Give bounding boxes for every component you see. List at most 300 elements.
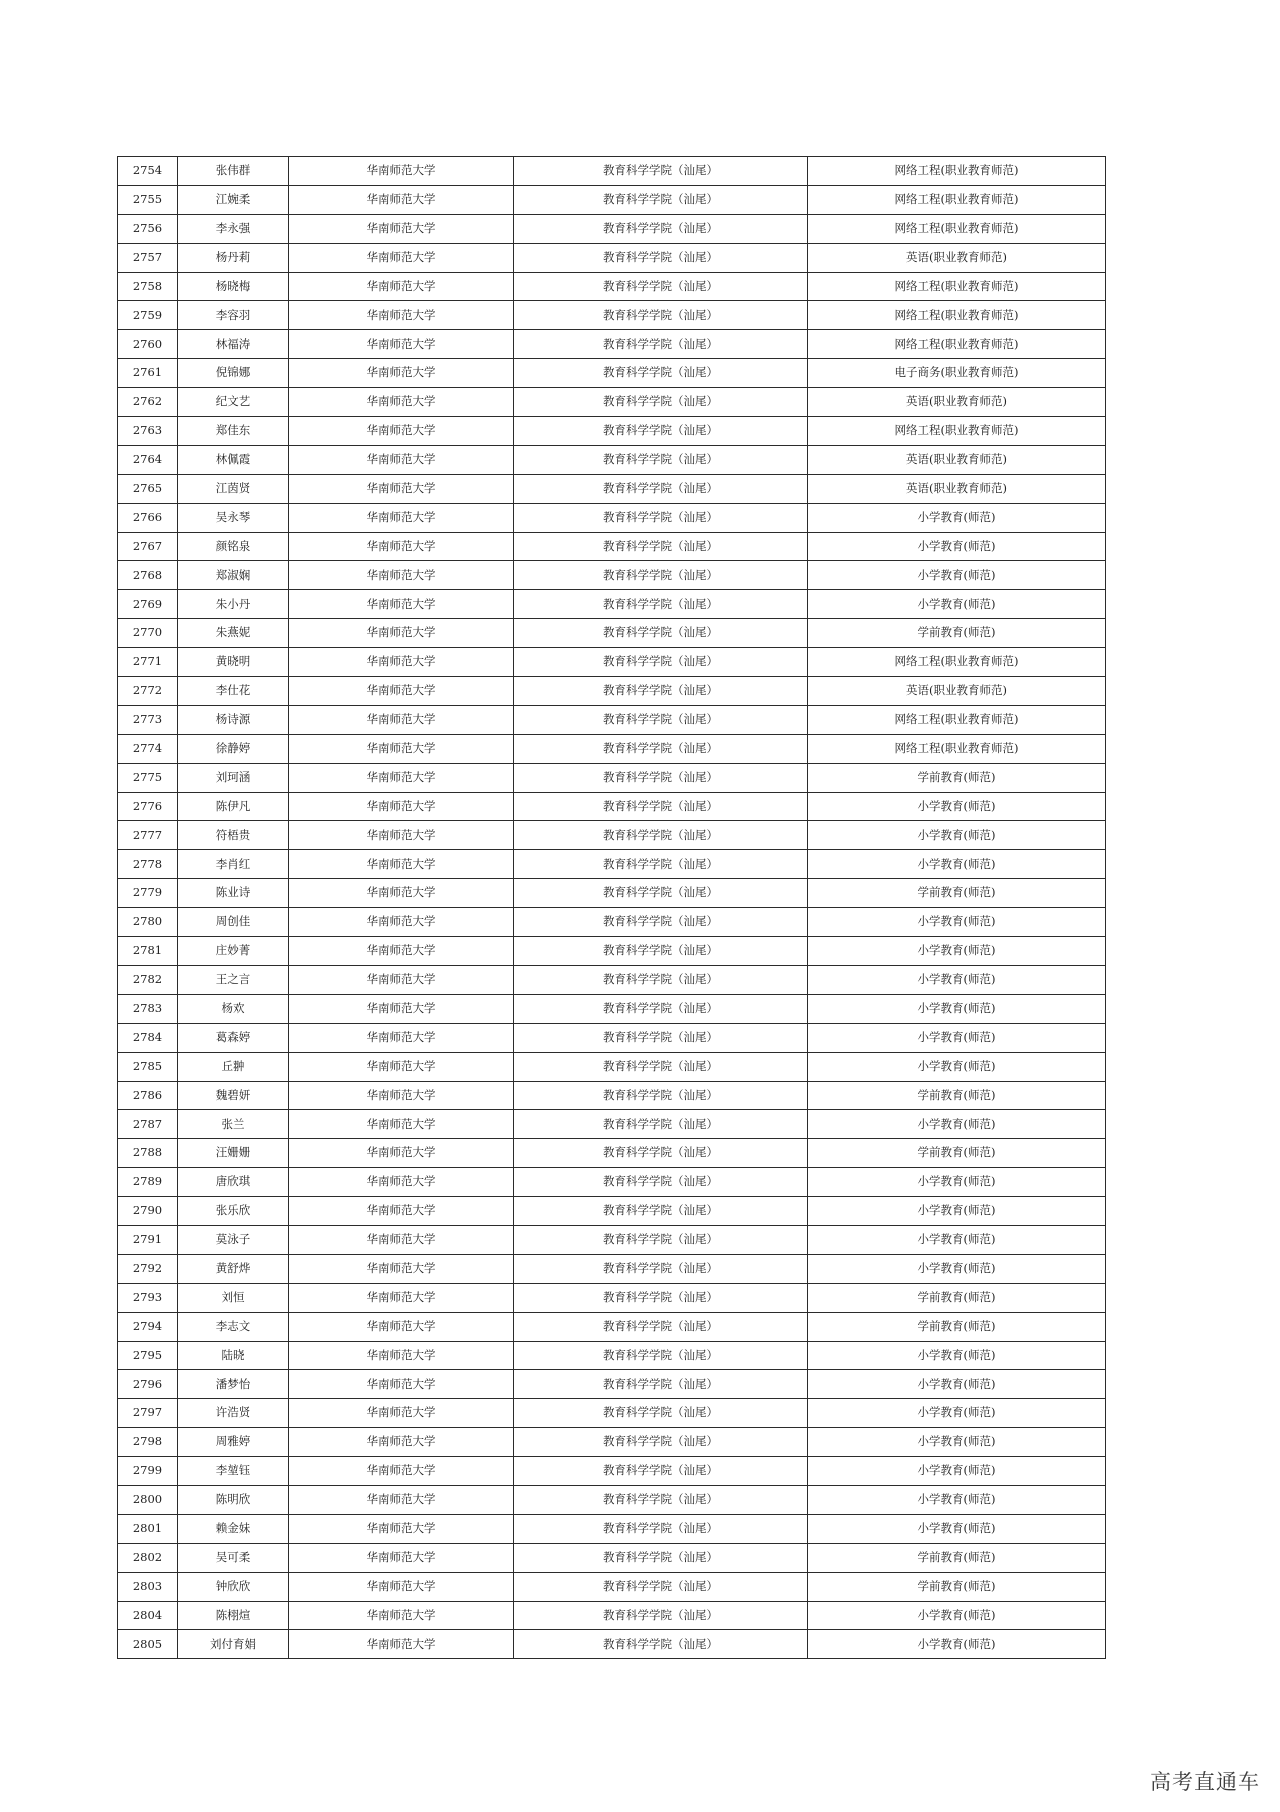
row-number: 2777 (118, 821, 178, 850)
college-name: 教育科学学院（汕尾） (514, 214, 808, 243)
row-number: 2786 (118, 1081, 178, 1110)
row-number: 2788 (118, 1139, 178, 1168)
college-name: 教育科学学院（汕尾） (514, 1457, 808, 1486)
college-name: 教育科学学院（汕尾） (514, 1023, 808, 1052)
row-number: 2785 (118, 1052, 178, 1081)
university-name: 华南师范大学 (289, 1370, 514, 1399)
row-number: 2787 (118, 1110, 178, 1139)
student-name: 李仕花 (178, 677, 289, 706)
university-name: 华南师范大学 (289, 1139, 514, 1168)
university-name: 华南师范大学 (289, 1543, 514, 1572)
college-name: 教育科学学院（汕尾） (514, 1485, 808, 1514)
college-name: 教育科学学院（汕尾） (514, 272, 808, 301)
student-name: 潘梦怡 (178, 1370, 289, 1399)
student-name: 丘翀 (178, 1052, 289, 1081)
student-name: 周创佳 (178, 908, 289, 937)
university-name: 华南师范大学 (289, 908, 514, 937)
row-number: 2755 (118, 185, 178, 214)
university-name: 华南师范大学 (289, 619, 514, 648)
table-row (118, 1370, 1106, 1399)
table-row (118, 157, 1106, 186)
university-name: 华南师范大学 (289, 1399, 514, 1428)
student-name: 陈业诗 (178, 879, 289, 908)
university-name: 华南师范大学 (289, 1225, 514, 1254)
major-name: 学前教育(师范) (808, 763, 1106, 792)
university-name: 华南师范大学 (289, 821, 514, 850)
college-name: 教育科学学院（汕尾） (514, 1601, 808, 1630)
table-row (118, 1312, 1106, 1341)
table-row (118, 1197, 1106, 1226)
table-row (118, 330, 1106, 359)
student-name: 徐静婷 (178, 734, 289, 763)
student-name: 吴可柔 (178, 1543, 289, 1572)
student-name: 李肖红 (178, 850, 289, 879)
student-name: 纪文艺 (178, 388, 289, 417)
college-name: 教育科学学院（汕尾） (514, 1399, 808, 1428)
major-name: 英语(职业教育师范) (808, 388, 1106, 417)
row-number: 2791 (118, 1225, 178, 1254)
major-name: 学前教育(师范) (808, 879, 1106, 908)
university-name: 华南师范大学 (289, 1485, 514, 1514)
major-name: 网络工程(职业教育师范) (808, 272, 1106, 301)
student-name: 郑淑娴 (178, 561, 289, 590)
table-row (118, 1457, 1106, 1486)
major-name: 网络工程(职业教育师范) (808, 648, 1106, 677)
table-row (118, 1225, 1106, 1254)
table-row (118, 561, 1106, 590)
college-name: 教育科学学院（汕尾） (514, 1052, 808, 1081)
university-name: 华南师范大学 (289, 648, 514, 677)
table-row (118, 734, 1106, 763)
major-name: 小学教育(师范) (808, 1254, 1106, 1283)
college-name: 教育科学学院（汕尾） (514, 243, 808, 272)
row-number: 2796 (118, 1370, 178, 1399)
university-name: 华南师范大学 (289, 214, 514, 243)
university-name: 华南师范大学 (289, 879, 514, 908)
row-number: 2762 (118, 388, 178, 417)
university-name: 华南师范大学 (289, 503, 514, 532)
college-name: 教育科学学院（汕尾） (514, 157, 808, 186)
student-name: 许浩贤 (178, 1399, 289, 1428)
table-row (118, 214, 1106, 243)
major-name: 小学教育(师范) (808, 1168, 1106, 1197)
major-name: 小学教育(师范) (808, 1514, 1106, 1543)
student-name: 陆晓 (178, 1341, 289, 1370)
table-row (118, 1168, 1106, 1197)
row-number: 2756 (118, 214, 178, 243)
table-row (118, 1081, 1106, 1110)
row-number: 2799 (118, 1457, 178, 1486)
table-row (118, 1428, 1106, 1457)
major-name: 小学教育(师范) (808, 1457, 1106, 1486)
university-name: 华南师范大学 (289, 590, 514, 619)
major-name: 电子商务(职业教育师范) (808, 359, 1106, 388)
table-row (118, 850, 1106, 879)
college-name: 教育科学学院（汕尾） (514, 1225, 808, 1254)
university-name: 华南师范大学 (289, 1168, 514, 1197)
college-name: 教育科学学院（汕尾） (514, 474, 808, 503)
major-name: 网络工程(职业教育师范) (808, 330, 1106, 359)
student-name: 符梧贵 (178, 821, 289, 850)
table-row (118, 590, 1106, 619)
row-number: 2797 (118, 1399, 178, 1428)
row-number: 2780 (118, 908, 178, 937)
table-row (118, 417, 1106, 446)
student-name: 颜铭泉 (178, 532, 289, 561)
college-name: 教育科学学院（汕尾） (514, 1630, 808, 1659)
university-name: 华南师范大学 (289, 1023, 514, 1052)
university-name: 华南师范大学 (289, 792, 514, 821)
major-name: 网络工程(职业教育师范) (808, 185, 1106, 214)
row-number: 2769 (118, 590, 178, 619)
table-row (118, 445, 1106, 474)
major-name: 网络工程(职业教育师范) (808, 214, 1106, 243)
student-name: 刘恒 (178, 1283, 289, 1312)
college-name: 教育科学学院（汕尾） (514, 965, 808, 994)
table-row (118, 532, 1106, 561)
student-name: 郑佳东 (178, 417, 289, 446)
college-name: 教育科学学院（汕尾） (514, 445, 808, 474)
row-number: 2770 (118, 619, 178, 648)
table-row (118, 388, 1106, 417)
table-row (118, 1341, 1106, 1370)
major-name: 英语(职业教育师范) (808, 677, 1106, 706)
table-row (118, 1543, 1106, 1572)
college-name: 教育科学学院（汕尾） (514, 1197, 808, 1226)
row-number: 2776 (118, 792, 178, 821)
student-name: 汪姗姗 (178, 1139, 289, 1168)
student-name: 李志文 (178, 1312, 289, 1341)
student-name: 张伟群 (178, 157, 289, 186)
table-row (118, 619, 1106, 648)
university-name: 华南师范大学 (289, 1630, 514, 1659)
major-name: 网络工程(职业教育师范) (808, 301, 1106, 330)
college-name: 教育科学学院（汕尾） (514, 1283, 808, 1312)
major-name: 小学教育(师范) (808, 561, 1106, 590)
row-number: 2800 (118, 1485, 178, 1514)
row-number: 2772 (118, 677, 178, 706)
major-name: 小学教育(师范) (808, 965, 1106, 994)
college-name: 教育科学学院（汕尾） (514, 359, 808, 388)
major-name: 学前教育(师范) (808, 1312, 1106, 1341)
row-number: 2781 (118, 937, 178, 966)
university-name: 华南师范大学 (289, 705, 514, 734)
university-name: 华南师范大学 (289, 532, 514, 561)
university-name: 华南师范大学 (289, 994, 514, 1023)
university-name: 华南师范大学 (289, 1514, 514, 1543)
row-number: 2801 (118, 1514, 178, 1543)
college-name: 教育科学学院（汕尾） (514, 792, 808, 821)
major-name: 小学教育(师范) (808, 792, 1106, 821)
table-row (118, 1052, 1106, 1081)
table-row (118, 677, 1106, 706)
college-name: 教育科学学院（汕尾） (514, 619, 808, 648)
university-name: 华南师范大学 (289, 561, 514, 590)
table-row (118, 185, 1106, 214)
university-name: 华南师范大学 (289, 272, 514, 301)
major-name: 网络工程(职业教育师范) (808, 417, 1106, 446)
university-name: 华南师范大学 (289, 1110, 514, 1139)
student-name: 李堃钰 (178, 1457, 289, 1486)
college-name: 教育科学学院（汕尾） (514, 1514, 808, 1543)
student-name: 庄妙菁 (178, 937, 289, 966)
college-name: 教育科学学院（汕尾） (514, 1312, 808, 1341)
table-row (118, 272, 1106, 301)
major-name: 小学教育(师范) (808, 1197, 1106, 1226)
table-row (118, 243, 1106, 272)
college-name: 教育科学学院（汕尾） (514, 994, 808, 1023)
student-name: 林佩霞 (178, 445, 289, 474)
student-name: 陈明欣 (178, 1485, 289, 1514)
student-name: 吴永琴 (178, 503, 289, 532)
university-name: 华南师范大学 (289, 850, 514, 879)
college-name: 教育科学学院（汕尾） (514, 1168, 808, 1197)
row-number: 2802 (118, 1543, 178, 1572)
major-name: 小学教育(师范) (808, 821, 1106, 850)
major-name: 网络工程(职业教育师范) (808, 157, 1106, 186)
table-row (118, 1110, 1106, 1139)
university-name: 华南师范大学 (289, 185, 514, 214)
table-row (118, 1630, 1106, 1659)
table-row (118, 1572, 1106, 1601)
student-name: 王之言 (178, 965, 289, 994)
row-number: 2778 (118, 850, 178, 879)
university-name: 华南师范大学 (289, 157, 514, 186)
major-name: 小学教育(师范) (808, 908, 1106, 937)
table-row (118, 1254, 1106, 1283)
university-name: 华南师范大学 (289, 1254, 514, 1283)
major-name: 网络工程(职业教育师范) (808, 705, 1106, 734)
row-number: 2783 (118, 994, 178, 1023)
student-name: 杨丹莉 (178, 243, 289, 272)
major-name: 学前教育(师范) (808, 1081, 1106, 1110)
major-name: 学前教育(师范) (808, 1139, 1106, 1168)
student-name: 林福涛 (178, 330, 289, 359)
row-number: 2765 (118, 474, 178, 503)
college-name: 教育科学学院（汕尾） (514, 1081, 808, 1110)
major-name: 小学教育(师范) (808, 1370, 1106, 1399)
row-number: 2794 (118, 1312, 178, 1341)
row-number: 2792 (118, 1254, 178, 1283)
university-name: 华南师范大学 (289, 965, 514, 994)
row-number: 2761 (118, 359, 178, 388)
student-name: 江婉柔 (178, 185, 289, 214)
major-name: 小学教育(师范) (808, 1052, 1106, 1081)
row-number: 2775 (118, 763, 178, 792)
university-name: 华南师范大学 (289, 1312, 514, 1341)
student-name: 周雅婷 (178, 1428, 289, 1457)
college-name: 教育科学学院（汕尾） (514, 1254, 808, 1283)
major-name: 小学教育(师范) (808, 1630, 1106, 1659)
university-name: 华南师范大学 (289, 445, 514, 474)
college-name: 教育科学学院（汕尾） (514, 330, 808, 359)
major-name: 小学教育(师范) (808, 1023, 1106, 1052)
table-row (118, 1601, 1106, 1630)
college-name: 教育科学学院（汕尾） (514, 301, 808, 330)
table-row (118, 763, 1106, 792)
college-name: 教育科学学院（汕尾） (514, 705, 808, 734)
student-name: 朱燕妮 (178, 619, 289, 648)
table-row (118, 1514, 1106, 1543)
major-name: 小学教育(师范) (808, 503, 1106, 532)
row-number: 2790 (118, 1197, 178, 1226)
row-number: 2757 (118, 243, 178, 272)
table-row (118, 1485, 1106, 1514)
row-number: 2758 (118, 272, 178, 301)
roster-body (118, 157, 1106, 1659)
college-name: 教育科学学院（汕尾） (514, 908, 808, 937)
college-name: 教育科学学院（汕尾） (514, 503, 808, 532)
major-name: 小学教育(师范) (808, 1428, 1106, 1457)
major-name: 英语(职业教育师范) (808, 474, 1106, 503)
major-name: 学前教育(师范) (808, 1283, 1106, 1312)
university-name: 华南师范大学 (289, 301, 514, 330)
table-row (118, 359, 1106, 388)
university-name: 华南师范大学 (289, 937, 514, 966)
table-row (118, 1139, 1106, 1168)
table-row (118, 908, 1106, 937)
row-number: 2798 (118, 1428, 178, 1457)
student-name: 张兰 (178, 1110, 289, 1139)
university-name: 华南师范大学 (289, 1052, 514, 1081)
student-name: 魏碧妍 (178, 1081, 289, 1110)
college-name: 教育科学学院（汕尾） (514, 734, 808, 763)
major-name: 小学教育(师范) (808, 590, 1106, 619)
major-name: 小学教育(师范) (808, 1110, 1106, 1139)
college-name: 教育科学学院（汕尾） (514, 763, 808, 792)
student-name: 刘珂涵 (178, 763, 289, 792)
student-name: 葛森婷 (178, 1023, 289, 1052)
row-number: 2803 (118, 1572, 178, 1601)
table-row (118, 503, 1106, 532)
row-number: 2764 (118, 445, 178, 474)
major-name: 学前教育(师范) (808, 1572, 1106, 1601)
student-name: 李永强 (178, 214, 289, 243)
college-name: 教育科学学院（汕尾） (514, 850, 808, 879)
college-name: 教育科学学院（汕尾） (514, 1428, 808, 1457)
row-number: 2804 (118, 1601, 178, 1630)
student-name: 倪锦娜 (178, 359, 289, 388)
major-name: 英语(职业教育师范) (808, 445, 1106, 474)
college-name: 教育科学学院（汕尾） (514, 1543, 808, 1572)
row-number: 2805 (118, 1630, 178, 1659)
row-number: 2766 (118, 503, 178, 532)
student-name: 黄晓明 (178, 648, 289, 677)
table-row (118, 301, 1106, 330)
student-name: 杨晓梅 (178, 272, 289, 301)
row-number: 2789 (118, 1168, 178, 1197)
major-name: 小学教育(师范) (808, 1485, 1106, 1514)
student-name: 朱小丹 (178, 590, 289, 619)
row-number: 2771 (118, 648, 178, 677)
university-name: 华南师范大学 (289, 1081, 514, 1110)
university-name: 华南师范大学 (289, 474, 514, 503)
row-number: 2760 (118, 330, 178, 359)
college-name: 教育科学学院（汕尾） (514, 1370, 808, 1399)
student-name: 杨欢 (178, 994, 289, 1023)
university-name: 华南师范大学 (289, 243, 514, 272)
table-row (118, 705, 1106, 734)
major-name: 英语(职业教育师范) (808, 243, 1106, 272)
college-name: 教育科学学院（汕尾） (514, 1572, 808, 1601)
student-name: 张乐欣 (178, 1197, 289, 1226)
university-name: 华南师范大学 (289, 1283, 514, 1312)
university-name: 华南师范大学 (289, 1428, 514, 1457)
major-name: 小学教育(师范) (808, 994, 1106, 1023)
table-row (118, 879, 1106, 908)
college-name: 教育科学学院（汕尾） (514, 532, 808, 561)
row-number: 2793 (118, 1283, 178, 1312)
college-name: 教育科学学院（汕尾） (514, 937, 808, 966)
row-number: 2763 (118, 417, 178, 446)
major-name: 小学教育(师范) (808, 1341, 1106, 1370)
row-number: 2767 (118, 532, 178, 561)
table-row (118, 1399, 1106, 1428)
college-name: 教育科学学院（汕尾） (514, 677, 808, 706)
university-name: 华南师范大学 (289, 1457, 514, 1486)
university-name: 华南师范大学 (289, 1601, 514, 1630)
row-number: 2754 (118, 157, 178, 186)
university-name: 华南师范大学 (289, 1572, 514, 1601)
row-number: 2782 (118, 965, 178, 994)
table-row (118, 994, 1106, 1023)
college-name: 教育科学学院（汕尾） (514, 388, 808, 417)
major-name: 小学教育(师范) (808, 850, 1106, 879)
college-name: 教育科学学院（汕尾） (514, 1110, 808, 1139)
university-name: 华南师范大学 (289, 1197, 514, 1226)
major-name: 学前教育(师范) (808, 619, 1106, 648)
table-row (118, 937, 1106, 966)
student-name: 莫泳子 (178, 1225, 289, 1254)
table-row (118, 1023, 1106, 1052)
table-row (118, 474, 1106, 503)
student-name: 杨诗源 (178, 705, 289, 734)
college-name: 教育科学学院（汕尾） (514, 1139, 808, 1168)
row-number: 2773 (118, 705, 178, 734)
row-number: 2768 (118, 561, 178, 590)
row-number: 2774 (118, 734, 178, 763)
major-name: 小学教育(师范) (808, 532, 1106, 561)
table-row (118, 821, 1106, 850)
row-number: 2784 (118, 1023, 178, 1052)
student-name: 刘付育娟 (178, 1630, 289, 1659)
table-row (118, 648, 1106, 677)
row-number: 2779 (118, 879, 178, 908)
admission-roster-table (117, 156, 1106, 1659)
student-name: 赖金妹 (178, 1514, 289, 1543)
row-number: 2795 (118, 1341, 178, 1370)
college-name: 教育科学学院（汕尾） (514, 648, 808, 677)
college-name: 教育科学学院（汕尾） (514, 561, 808, 590)
student-name: 陈栩煊 (178, 1601, 289, 1630)
student-name: 李容羽 (178, 301, 289, 330)
university-name: 华南师范大学 (289, 359, 514, 388)
college-name: 教育科学学院（汕尾） (514, 821, 808, 850)
university-name: 华南师范大学 (289, 734, 514, 763)
watermark-text: 高考直通车 (1150, 1770, 1260, 1794)
table-row (118, 792, 1106, 821)
student-name: 黄舒烨 (178, 1254, 289, 1283)
college-name: 教育科学学院（汕尾） (514, 879, 808, 908)
university-name: 华南师范大学 (289, 417, 514, 446)
college-name: 教育科学学院（汕尾） (514, 417, 808, 446)
university-name: 华南师范大学 (289, 330, 514, 359)
table-row (118, 965, 1106, 994)
major-name: 网络工程(职业教育师范) (808, 734, 1106, 763)
major-name: 小学教育(师范) (808, 1601, 1106, 1630)
major-name: 学前教育(师范) (808, 1543, 1106, 1572)
college-name: 教育科学学院（汕尾） (514, 185, 808, 214)
